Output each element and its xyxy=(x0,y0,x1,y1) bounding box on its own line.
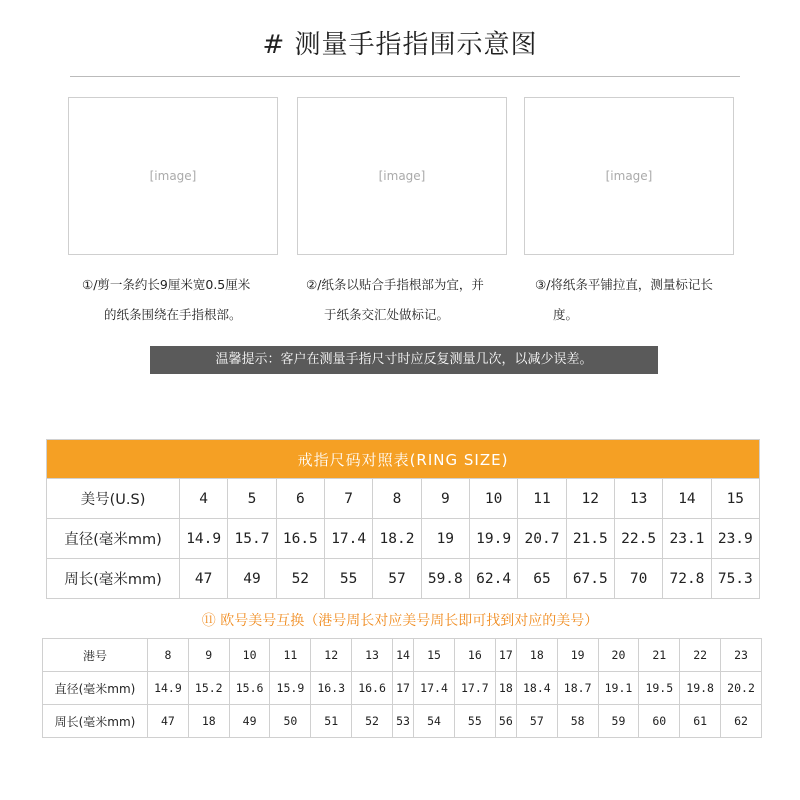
table-row xyxy=(47,479,760,519)
table-cell: 49 xyxy=(228,559,276,599)
table-cell: 23 xyxy=(721,639,762,672)
table-cell: 50 xyxy=(270,705,311,738)
table-cell: 19 xyxy=(421,519,469,559)
table-cell: 60 xyxy=(639,705,680,738)
table-cell: 53 xyxy=(392,705,413,738)
table-cell: 18.4 xyxy=(516,672,557,705)
step-1-illustration xyxy=(68,97,278,255)
table-cell: 14.9 xyxy=(148,672,189,705)
table-cell: 11 xyxy=(270,639,311,672)
table-row xyxy=(47,559,760,599)
caption-line: 度。 xyxy=(553,307,579,322)
image-placeholder: [image] xyxy=(378,169,426,183)
table-cell: 8 xyxy=(148,639,189,672)
row-label: 直径(毫米mm) xyxy=(43,672,148,705)
table-cell: 16 xyxy=(454,639,495,672)
table-cell: 9 xyxy=(188,639,229,672)
table-cell: 15 xyxy=(414,639,455,672)
caption-line: ②/纸条以贴合手指根部为宜，并 xyxy=(306,277,484,292)
table-cell: 51 xyxy=(311,705,352,738)
table-cell: 5 xyxy=(228,479,276,519)
table-cell: 14 xyxy=(392,639,413,672)
table-row xyxy=(43,705,762,738)
table-cell: 23.9 xyxy=(711,519,759,559)
table-cell: 52 xyxy=(276,559,324,599)
table-cell: 75.3 xyxy=(711,559,759,599)
table-cell: 55 xyxy=(454,705,495,738)
table-cell: 15.6 xyxy=(229,672,270,705)
table-cell: 54 xyxy=(414,705,455,738)
table-cell: 14.9 xyxy=(180,519,228,559)
image-placeholder: [image] xyxy=(605,169,653,183)
row-label: 周长(毫米mm) xyxy=(47,559,180,599)
table-cell: 17.7 xyxy=(454,672,495,705)
table-cell: 10 xyxy=(469,479,517,519)
table-cell: 6 xyxy=(276,479,324,519)
caption-line: ③/将纸条平铺拉直，测量标记长 xyxy=(535,277,713,292)
table-cell: 57 xyxy=(373,559,421,599)
table-cell: 11 xyxy=(518,479,566,519)
table-cell: 18.7 xyxy=(557,672,598,705)
table-cell: 22 xyxy=(680,639,721,672)
table-cell: 65 xyxy=(518,559,566,599)
table-cell: 19.8 xyxy=(680,672,721,705)
step-2-caption xyxy=(306,270,516,330)
step-3-caption xyxy=(535,270,745,330)
table-cell: 15 xyxy=(711,479,759,519)
table-cell: 56 xyxy=(495,705,516,738)
tip-banner: 温馨提示：客户在测量手指尺寸时应反复测量几次，以减少误差。 xyxy=(150,346,658,374)
page-title: # 测量手指指围示意图 xyxy=(262,30,538,60)
table-cell: 17 xyxy=(495,639,516,672)
table-cell: 18 xyxy=(188,705,229,738)
table-cell: 21.5 xyxy=(566,519,614,559)
table-cell: 47 xyxy=(148,705,189,738)
table-cell: 70 xyxy=(614,559,662,599)
table-cell: 12 xyxy=(566,479,614,519)
table-cell: 61 xyxy=(680,705,721,738)
row-label: 直径(毫米mm) xyxy=(47,519,180,559)
step-2-illustration xyxy=(297,97,507,255)
table-cell: 17 xyxy=(392,672,413,705)
table-cell: 17.4 xyxy=(324,519,372,559)
conversion-subtitle: ⑪ 欧号美号互换（港号周长对应美号周长即可找到对应的美号） xyxy=(201,613,599,629)
table-cell: 19.5 xyxy=(639,672,680,705)
hk-size-table xyxy=(42,638,762,738)
image-placeholder: [image] xyxy=(149,169,197,183)
table-cell: 18.2 xyxy=(373,519,421,559)
table-cell: 8 xyxy=(373,479,421,519)
table-cell: 7 xyxy=(324,479,372,519)
table-cell: 12 xyxy=(311,639,352,672)
table-cell: 59 xyxy=(598,705,639,738)
step-3-illustration xyxy=(524,97,734,255)
table-cell: 17.4 xyxy=(414,672,455,705)
table-cell: 58 xyxy=(557,705,598,738)
step-1-caption xyxy=(82,270,292,330)
table-cell: 20.2 xyxy=(721,672,762,705)
caption-line: ①/剪一条约长9厘米宽0.5厘米 xyxy=(82,277,251,292)
title-divider xyxy=(70,76,740,77)
table-cell: 16.6 xyxy=(352,672,393,705)
table-cell: 52 xyxy=(352,705,393,738)
table-cell: 15.2 xyxy=(188,672,229,705)
table-cell: 15.9 xyxy=(270,672,311,705)
table-row xyxy=(47,519,760,559)
table-cell: 9 xyxy=(421,479,469,519)
table-cell: 57 xyxy=(516,705,557,738)
row-label: 周长(毫米mm) xyxy=(43,705,148,738)
table-cell: 59.8 xyxy=(421,559,469,599)
table-cell: 47 xyxy=(180,559,228,599)
table-cell: 67.5 xyxy=(566,559,614,599)
table-cell: 20 xyxy=(598,639,639,672)
row-label: 美号(U.S) xyxy=(47,479,180,519)
table-cell: 72.8 xyxy=(663,559,711,599)
table-cell: 20.7 xyxy=(518,519,566,559)
table-cell: 49 xyxy=(229,705,270,738)
table-cell: 55 xyxy=(324,559,372,599)
caption-line: 于纸条交汇处做标记。 xyxy=(324,307,450,322)
table-cell: 16.3 xyxy=(311,672,352,705)
table-cell: 19.9 xyxy=(469,519,517,559)
table-cell: 23.1 xyxy=(663,519,711,559)
table-cell: 62.4 xyxy=(469,559,517,599)
table-cell: 15.7 xyxy=(228,519,276,559)
table-cell: 18 xyxy=(516,639,557,672)
table-cell: 22.5 xyxy=(614,519,662,559)
caption-line: 的纸条围绕在手指根部。 xyxy=(104,307,242,322)
table-title: 戒指尺码对照表(RING SIZE) xyxy=(47,440,760,479)
table-cell: 13 xyxy=(352,639,393,672)
table-row xyxy=(43,639,762,672)
row-label: 港号 xyxy=(43,639,148,672)
table-cell: 19 xyxy=(557,639,598,672)
table-cell: 21 xyxy=(639,639,680,672)
table-cell: 16.5 xyxy=(276,519,324,559)
table-cell: 4 xyxy=(180,479,228,519)
table-cell: 10 xyxy=(229,639,270,672)
table-cell: 62 xyxy=(721,705,762,738)
ring-size-table xyxy=(46,439,760,599)
table-cell: 18 xyxy=(495,672,516,705)
table-cell: 19.1 xyxy=(598,672,639,705)
table-cell: 13 xyxy=(614,479,662,519)
table-cell: 14 xyxy=(663,479,711,519)
table-row xyxy=(43,672,762,705)
